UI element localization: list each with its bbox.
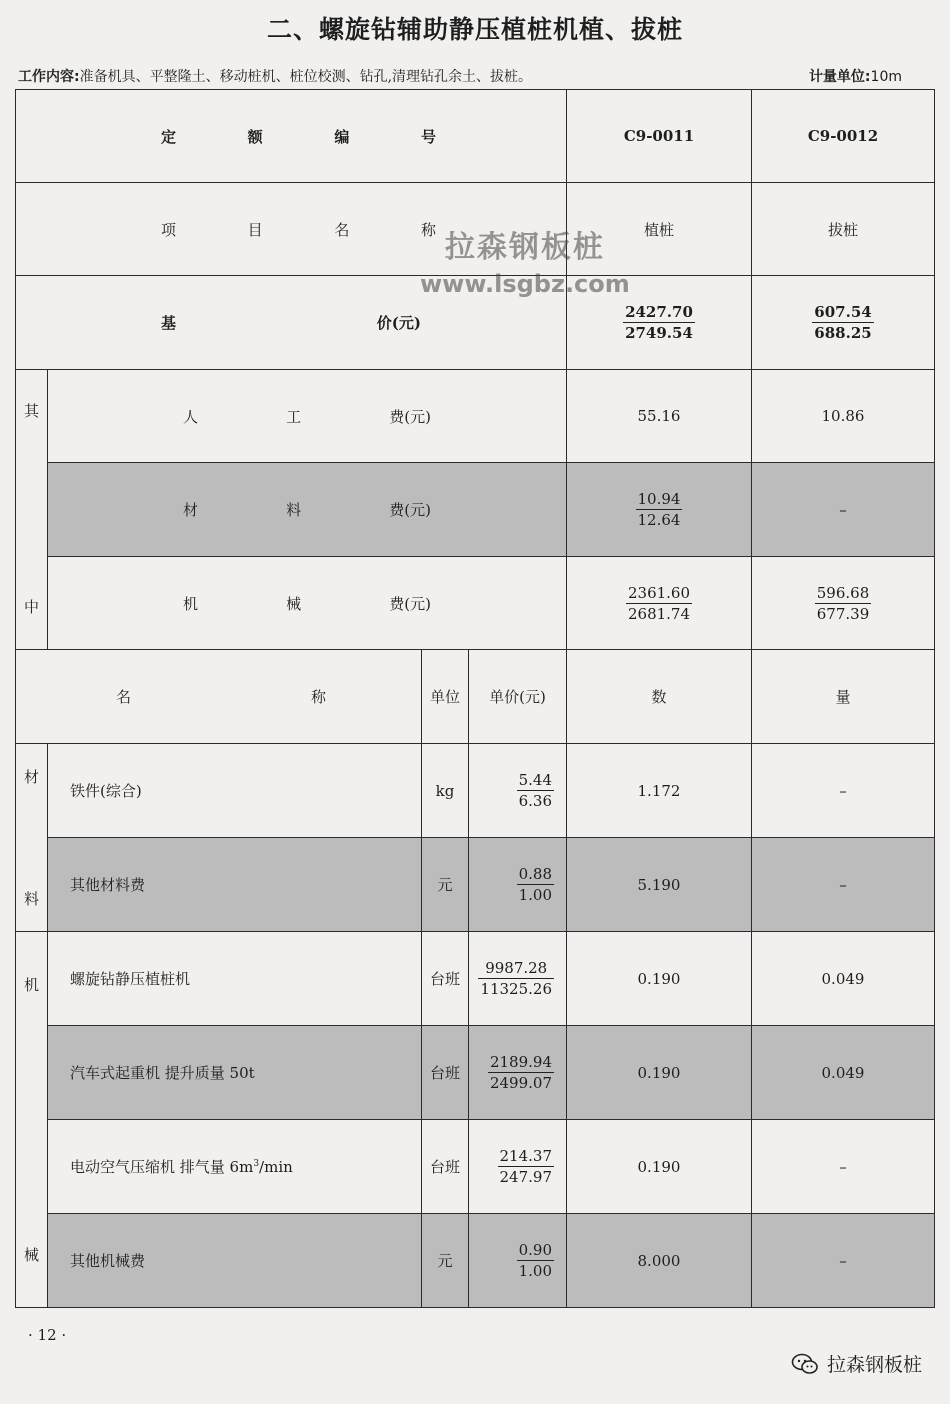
machinery-qty-2: 0.049 xyxy=(752,1026,935,1120)
measure-unit-value: 10m xyxy=(870,69,902,85)
material-cost-2: – xyxy=(752,463,935,557)
machinery-qty-1: 8.000 xyxy=(567,1214,752,1308)
measure-unit xyxy=(809,66,902,86)
base-price-label: 基 价(元) xyxy=(16,276,567,370)
resource-qty-header-1: 数 xyxy=(567,650,752,744)
machinery-cost-1: $\frac{2361.60}{2681.74}$ xyxy=(567,557,752,650)
item-name-2: 拔桩 xyxy=(752,183,935,276)
machinery-row xyxy=(16,1026,935,1120)
material-unit: kg xyxy=(422,744,469,838)
machinery-row xyxy=(16,932,935,1026)
item-name-label: 项 目 名 称 xyxy=(16,183,567,276)
machinery-side-label-top: 机 xyxy=(16,932,48,1026)
breakdown-side-label-top: 其 xyxy=(16,370,48,463)
material-unit: 元 xyxy=(422,838,469,932)
resource-name-header: 名 称 xyxy=(16,650,422,744)
quota-number-label: 定 额 编 号 xyxy=(16,90,567,183)
machinery-side-label-bottom: 械 xyxy=(16,1214,48,1308)
machinery-price: $\frac{9987.28}{11325.26}$ xyxy=(469,932,567,1026)
page-number: · 12 · xyxy=(28,1326,67,1344)
watermark-url: www.lsgbz.com xyxy=(420,270,630,298)
item-name-1: 植桩 xyxy=(567,183,752,276)
material-qty-2: – xyxy=(752,838,935,932)
machinery-name: 螺旋钻静压植桩机 xyxy=(48,932,422,1026)
material-name: 其他材料费 xyxy=(48,838,422,932)
machinery-price: $\frac{2189.94}{2499.07}$ xyxy=(469,1026,567,1120)
material-price: $\frac{5.44}{6.36}$ xyxy=(469,744,567,838)
machinery-unit: 台班 xyxy=(422,1026,469,1120)
machinery-cost-2: $\frac{596.68}{677.39}$ xyxy=(752,557,935,650)
material-cost-row xyxy=(16,463,935,557)
material-cost-label: 材 料 费(元) xyxy=(48,463,567,557)
materials-side-label-top: 材 xyxy=(16,744,48,838)
work-content-label: 工作内容: xyxy=(18,69,80,85)
machinery-name: 汽车式起重机 提升质量 50t xyxy=(48,1026,422,1120)
material-row xyxy=(16,744,935,838)
resource-qty-header-2: 量 xyxy=(752,650,935,744)
labor-cost-1: 55.16 xyxy=(567,370,752,463)
resource-price-header: 单价(元) xyxy=(469,650,567,744)
material-cost-1: $\frac{10.94}{12.64}$ xyxy=(567,463,752,557)
machinery-cost-row xyxy=(16,557,935,650)
machinery-unit: 台班 xyxy=(422,932,469,1026)
labor-cost-label: 人 工 费(元) xyxy=(48,370,567,463)
work-content-text: 准备机具、平整隆土、移动桩机、桩位校测、钻孔,清理钻孔余土、拔桩。 xyxy=(79,69,533,85)
base-price-2: $\frac{607.54}{688.25}$ xyxy=(752,276,935,370)
page-title: 二、螺旋钻辅助静压植桩机植、拔桩 xyxy=(266,15,683,44)
quota-code-1: C9-0011 xyxy=(567,90,752,183)
machinery-price: $\frac{0.90}{1.00}$ xyxy=(469,1214,567,1308)
machinery-qty-1: 0.190 xyxy=(567,1026,752,1120)
resource-unit-header: 单位 xyxy=(422,650,469,744)
quota-code-2: C9-0012 xyxy=(752,90,935,183)
material-qty-2: – xyxy=(752,744,935,838)
material-price: $\frac{0.88}{1.00}$ xyxy=(469,838,567,932)
wechat-icon xyxy=(791,1353,819,1375)
machinery-qty-1: 0.190 xyxy=(567,1120,752,1214)
brand-name: 拉森钢板桩 xyxy=(826,1354,922,1376)
base-price-1: $\frac{2427.70}{2749.54}$ xyxy=(567,276,752,370)
machinery-qty-2: – xyxy=(752,1120,935,1214)
machinery-row xyxy=(16,1120,935,1214)
quota-number-row xyxy=(16,90,935,183)
material-name: 铁件(综合) xyxy=(48,744,422,838)
machinery-name: 电动空气压缩机 排气量 $6m^3/\min$ xyxy=(48,1120,422,1214)
labor-cost-row xyxy=(16,370,935,463)
machinery-cost-label: 机 械 费(元) xyxy=(48,557,567,650)
machinery-price: $\frac{214.37}{247.97}$ xyxy=(469,1120,567,1214)
machinery-unit: 元 xyxy=(422,1214,469,1308)
machinery-name: 其他机械费 xyxy=(48,1214,422,1308)
watermark xyxy=(420,222,630,298)
machinery-qty-2: – xyxy=(752,1214,935,1308)
brand-footer xyxy=(791,1350,922,1377)
machinery-row xyxy=(16,1214,935,1308)
machinery-qty-1: 0.190 xyxy=(567,932,752,1026)
machinery-qty-2: 0.049 xyxy=(752,932,935,1026)
machinery-unit: 台班 xyxy=(422,1120,469,1214)
breakdown-side-label-bottom: 中 xyxy=(16,557,48,650)
work-content xyxy=(18,66,532,86)
materials-side-label-bottom: 料 xyxy=(16,838,48,932)
measure-unit-label: 计量单位: xyxy=(808,69,871,85)
watermark-brand: 拉森钢板桩 xyxy=(444,230,605,265)
resource-header-row xyxy=(16,650,935,744)
material-qty-1: 1.172 xyxy=(567,744,752,838)
material-row xyxy=(16,838,935,932)
labor-cost-2: 10.86 xyxy=(752,370,935,463)
material-qty-1: 5.190 xyxy=(567,838,752,932)
